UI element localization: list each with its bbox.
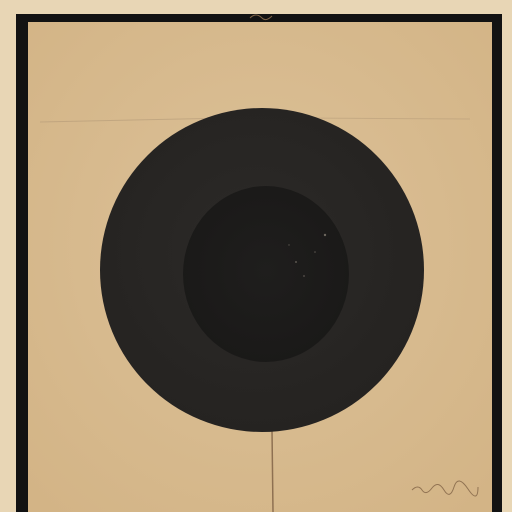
speck <box>314 251 316 253</box>
inner-circle <box>183 186 349 362</box>
speck <box>303 275 305 277</box>
speck <box>295 261 297 263</box>
speck <box>288 244 289 245</box>
pencil-line-vertical <box>272 430 273 512</box>
speck <box>324 234 326 236</box>
